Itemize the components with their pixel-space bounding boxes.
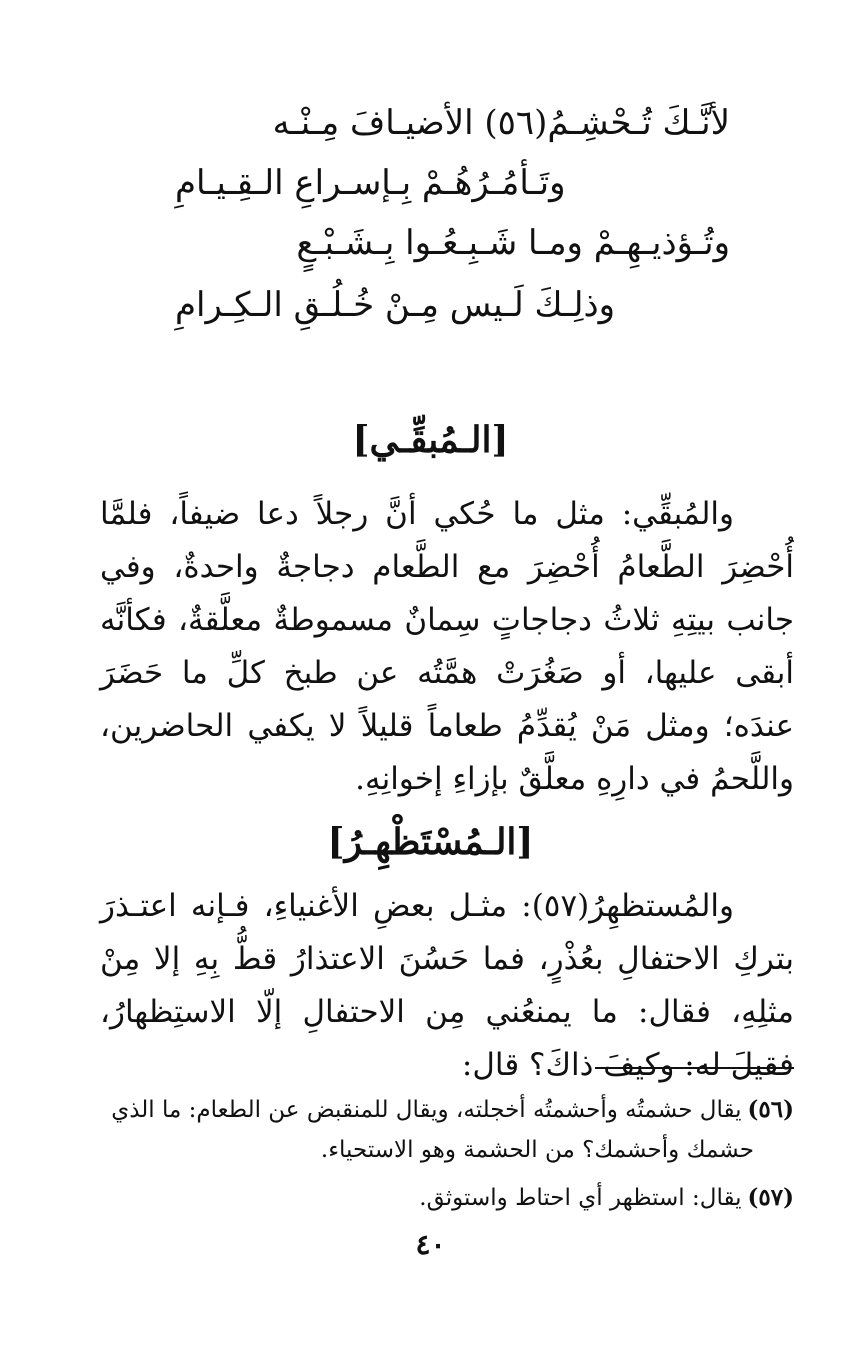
- poem-line-3: وتُـؤذيـهِـمْ ومـا شَـبِـعُـوا بِـشَـبْـعٍ: [296, 223, 730, 263]
- footnote-text-continued: حشمك وأحشمك؟ من الحشمة وهو الاستحياء.: [320, 1137, 754, 1163]
- poem-line-4: وذلِـكَ لَـيس مِـنْ خُـلُـقِ الـكِـرامِ: [175, 285, 616, 325]
- page-number: ٤٠: [415, 1228, 446, 1261]
- section-body-mubaqqi: [100, 488, 794, 806]
- section-body-mustazhir: [100, 880, 794, 1092]
- footnote-text: يقال: استظهر أي احتاط واستوثق.: [419, 1185, 742, 1211]
- poem-line-1: لأنَّـكَ تُـحْشِـمُ(٥٦) الأضيـافَ مِـنْـه: [272, 103, 730, 143]
- section-body-text: والمُستظهِرُ(٥٧): مثـل بعضِ الأغنياءِ، فـإنه اعتـذرَ بتركِ الاحتفالِ بعُذْرٍ، فما حَسُنَ الاعتذارُ قطُّ بِهِ إلا مِنْ مثلِهِ، فقال: ما يمنعُني مِن الاحتفالِ إلّا الاستِظهارُ، فقيلَ له: وكيفَ ذاكَ؟ قال:: [100, 888, 794, 1083]
- footnote-number: (٥٦): [747, 1096, 794, 1123]
- poem-line-2: وتَـأمُـرُهُـمْ بِـإسـراعِ الـقِـيـامِ: [175, 163, 566, 203]
- footnote-56: [100, 1090, 794, 1170]
- footnote-text: يقال حشمتُه وأحشمتُه أخجلته، ويقال للمنقبض عن الطعام: ما الذي: [111, 1097, 742, 1123]
- footnote-number: (٥٧): [747, 1184, 794, 1211]
- section-body-text: والمُبقِّي: مثل ما حُكي أنَّ رجلاً دعا ضيفاً، فلمَّا أُحْضِرَ الطَّعامُ أُحْضِرَ مع الطَّعام دجاجةٌ واحدةٌ، وفي جانب بيتِهِ ثلاثُ دجاجاتٍ سِمانٌ مسموطةٌ معلَّقةٌ، فكأنَّه أبقى عليها، أو صَغُرَتْ همَّتُه عن طبخ كلِّ ما حَضَرَ عندَه؛ ومثل مَنْ يُقدِّمُ طعاماً قليلاً لا يكفي الحاضرين، واللَّحمُ في دارِهِ معلَّقٌ بإزاءِ إخوانِهِ.: [100, 496, 794, 797]
- footnote-57: [100, 1178, 794, 1218]
- section-title-mustazhir: [الـمُسْتَظْهِـرُ]: [327, 821, 534, 863]
- footnote-separator: [595, 1067, 794, 1069]
- section-title-mubaqqi: [الـمُبقِّـي]: [352, 419, 509, 461]
